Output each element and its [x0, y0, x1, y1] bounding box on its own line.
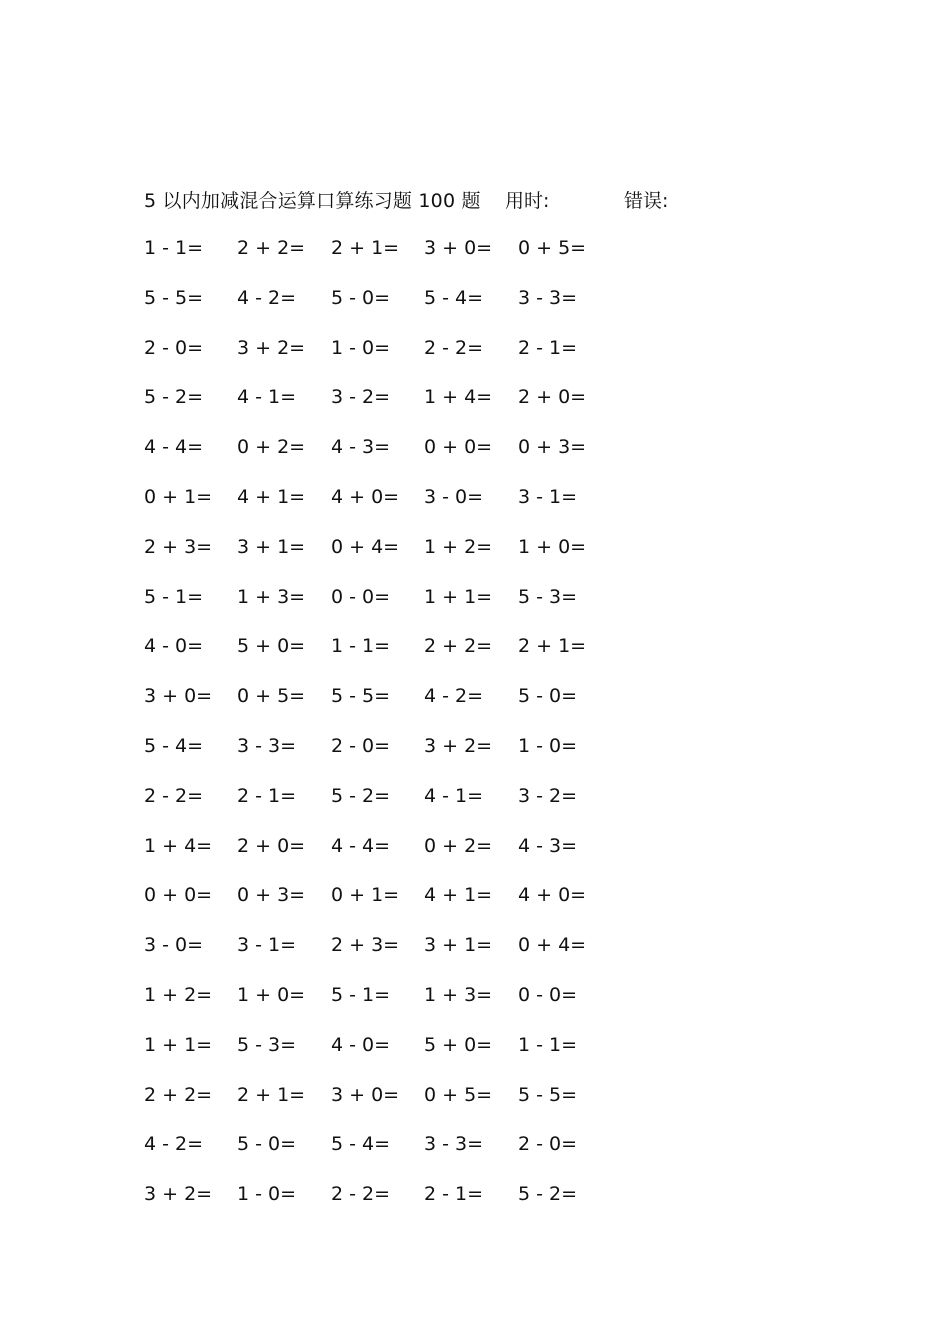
math-problem: 0 + 0=: [424, 436, 493, 459]
math-problem: 1 + 3=: [424, 983, 493, 1006]
math-problem: 1 - 0=: [331, 336, 391, 359]
math-problem: 4 + 0=: [331, 485, 400, 508]
math-problem: 2 + 3=: [144, 535, 213, 558]
math-problem: 4 - 4=: [144, 436, 204, 459]
math-problem: 2 + 1=: [331, 237, 400, 259]
math-problem: 3 + 0=: [144, 685, 213, 708]
math-problem: 2 + 3=: [331, 934, 400, 957]
math-problem: 4 - 1=: [424, 784, 484, 807]
math-problem: 1 + 1=: [424, 585, 493, 608]
math-problem: 3 + 1=: [424, 934, 493, 957]
math-problem: 0 + 5=: [424, 1083, 493, 1106]
math-problem: 5 - 0=: [331, 286, 391, 309]
problem-row: [144, 1030, 664, 1080]
math-problem: 5 - 5=: [144, 286, 204, 309]
problem-row: [144, 333, 664, 383]
math-problem: 2 + 2=: [237, 237, 306, 259]
math-problem: 2 - 2=: [331, 1183, 391, 1206]
problem-row: [144, 382, 664, 432]
math-problem: 4 - 2=: [237, 286, 297, 309]
math-problem: 5 - 1=: [331, 983, 391, 1006]
problem-row: [144, 532, 664, 582]
math-problem: 4 - 3=: [518, 834, 578, 857]
math-problem: 5 - 2=: [518, 1183, 578, 1206]
error-count-label: 错误:: [624, 190, 669, 212]
math-problem: 3 - 0=: [424, 485, 484, 508]
math-problem: 0 + 2=: [237, 436, 306, 459]
math-problem: 0 - 0=: [518, 983, 578, 1006]
math-problem: 0 + 3=: [518, 436, 587, 459]
math-problem: 4 - 3=: [331, 436, 391, 459]
math-problem: 2 + 2=: [144, 1083, 213, 1106]
math-problem: 5 - 1=: [144, 585, 204, 608]
math-problem: 3 - 3=: [518, 286, 578, 309]
math-problem: 0 + 0=: [144, 884, 213, 907]
math-problem: 2 + 0=: [237, 834, 306, 857]
math-problem: 0 - 0=: [331, 585, 391, 608]
math-problem: 0 + 5=: [237, 685, 306, 708]
math-problem: 3 + 0=: [424, 237, 493, 259]
problem-row: [144, 880, 664, 930]
problem-row: [144, 482, 664, 532]
math-problem: 1 + 0=: [237, 983, 306, 1006]
math-problem: 2 + 1=: [237, 1083, 306, 1106]
math-problem: 2 - 1=: [237, 784, 297, 807]
math-problem: 1 - 0=: [518, 734, 578, 757]
math-problem: 1 + 0=: [518, 535, 587, 558]
math-problem: 4 - 2=: [144, 1133, 204, 1156]
math-problem: 4 + 1=: [237, 485, 306, 508]
problem-grid: [144, 233, 664, 1229]
math-problem: 5 + 0=: [237, 635, 306, 658]
math-problem: 1 + 1=: [144, 1033, 213, 1056]
math-problem: 3 - 1=: [518, 485, 578, 508]
math-problem: 2 + 0=: [518, 386, 587, 409]
math-problem: 0 + 4=: [331, 535, 400, 558]
math-problem: 4 - 1=: [237, 386, 297, 409]
math-problem: 1 + 4=: [424, 386, 493, 409]
math-problem: 5 - 5=: [331, 685, 391, 708]
problem-row: [144, 582, 664, 632]
math-problem: 0 + 1=: [331, 884, 400, 907]
problem-row: [144, 930, 664, 980]
math-problem: 0 + 3=: [237, 884, 306, 907]
math-problem: 4 + 0=: [518, 884, 587, 907]
math-problem: 2 - 0=: [518, 1133, 578, 1156]
math-problem: 5 - 2=: [144, 386, 204, 409]
math-problem: 5 - 3=: [237, 1033, 297, 1056]
math-problem: 5 - 4=: [331, 1133, 391, 1156]
math-problem: 3 - 1=: [237, 934, 297, 957]
math-problem: 1 - 0=: [237, 1183, 297, 1206]
problem-row: [144, 681, 664, 731]
math-problem: 2 - 1=: [424, 1183, 484, 1206]
problem-row: [144, 980, 664, 1030]
time-used-label: 用时:: [505, 190, 550, 212]
math-problem: 3 - 2=: [518, 784, 578, 807]
math-problem: 5 - 3=: [518, 585, 578, 608]
math-problem: 2 + 2=: [424, 635, 493, 658]
problem-row: [144, 781, 664, 831]
math-problem: 3 + 1=: [237, 535, 306, 558]
math-problem: 0 + 5=: [518, 237, 587, 259]
math-problem: 1 - 1=: [331, 635, 391, 658]
math-problem: 3 + 2=: [144, 1183, 213, 1206]
problem-row: [144, 233, 664, 283]
math-problem: 4 - 0=: [331, 1033, 391, 1056]
math-problem: 2 - 2=: [424, 336, 484, 359]
math-problem: 1 + 4=: [144, 834, 213, 857]
math-problem: 5 - 4=: [424, 286, 484, 309]
math-problem: 5 - 2=: [331, 784, 391, 807]
problem-row: [144, 1129, 664, 1179]
math-problem: 1 + 2=: [144, 983, 213, 1006]
math-problem: 1 - 1=: [518, 1033, 578, 1056]
math-problem: 3 - 2=: [331, 386, 391, 409]
math-problem: 3 - 0=: [144, 934, 204, 957]
problem-row: [144, 731, 664, 781]
math-problem: 3 + 2=: [424, 734, 493, 757]
math-problem: 0 + 2=: [424, 834, 493, 857]
problem-row: [144, 432, 664, 482]
math-problem: 2 - 2=: [144, 784, 204, 807]
math-problem: 5 + 0=: [424, 1033, 493, 1056]
math-problem: 3 + 2=: [237, 336, 306, 359]
math-problem: 4 - 0=: [144, 635, 204, 658]
problem-row: [144, 631, 664, 681]
math-problem: 2 - 1=: [518, 336, 578, 359]
math-problem: 5 - 0=: [518, 685, 578, 708]
math-problem: 2 - 0=: [144, 336, 204, 359]
math-problem: 2 + 1=: [518, 635, 587, 658]
math-problem: 5 - 5=: [518, 1083, 578, 1106]
worksheet-header: [0, 186, 950, 216]
math-problem: 4 + 1=: [424, 884, 493, 907]
math-problem: 1 + 2=: [424, 535, 493, 558]
math-problem: 1 - 1=: [144, 237, 204, 259]
problem-row: [144, 283, 664, 333]
math-problem: 3 + 0=: [331, 1083, 400, 1106]
math-problem: 2 - 0=: [331, 734, 391, 757]
problem-row: [144, 831, 664, 881]
problem-row: [144, 1080, 664, 1130]
math-problem: 4 - 2=: [424, 685, 484, 708]
math-problem: 1 + 3=: [237, 585, 306, 608]
math-problem: 4 - 4=: [331, 834, 391, 857]
problem-row: [144, 1179, 664, 1229]
math-problem: 5 - 0=: [237, 1133, 297, 1156]
math-problem: 5 - 4=: [144, 734, 204, 757]
math-problem: 0 + 1=: [144, 485, 213, 508]
math-problem: 0 + 4=: [518, 934, 587, 957]
worksheet-title: 5 以内加减混合运算口算练习题 100 题: [144, 190, 481, 212]
math-problem: 3 - 3=: [424, 1133, 484, 1156]
math-problem: 3 - 3=: [237, 734, 297, 757]
